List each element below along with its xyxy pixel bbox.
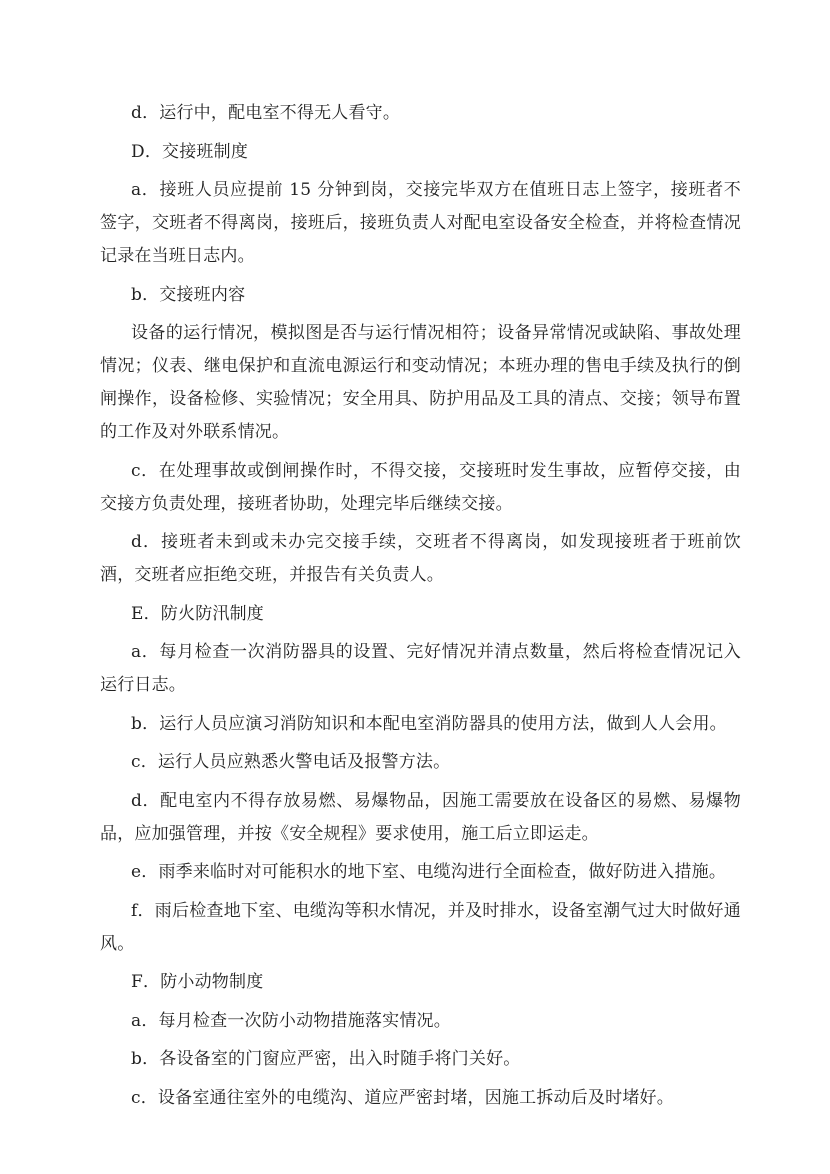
paragraph: a．每月检查一次消防器具的设置、完好情况并清点数量，然后将检查情况记入运行日志。 (100, 642, 741, 695)
paragraph: c．在处理事故或倒闸操作时，不得交接，交接班时发生事故，应暂停交接，由交接方负责处理，接班者协助，处理完毕后继续交接。 (100, 460, 741, 514)
paragraph: a．接班人员应提前 15 分钟到岗，交接完毕双方在值班日志上签字，接班者不签字，交班者不得离岗，接班后，接班负责人对配电室设备安全检查，并将检查情况记录在当班日志内。 (100, 180, 741, 266)
section-heading: F．防小动物制度 (131, 972, 264, 992)
paragraph: b．各设备室的门窗应严密，出入时随手将门关好。 (131, 1049, 521, 1069)
section-heading: D．交接班制度 (131, 141, 249, 162)
paragraph: e．雨季来临时对可能积水的地下室、电缆沟进行全面检查，做好防进入措施。 (131, 862, 727, 882)
paragraph: 设备的运行情况，模拟图是否与运行情况相符；设备异常情况或缺陷、事故处理情况；仪表、继电保护和直流电源运行和变动情况；本班办理的售电手续及执行的倒闸操作，设备检修、实验情况；安全用具、防护用品及工具的清点、交接；领导布置的工作及对外联系情况。 (100, 323, 741, 442)
paragraph: f．雨后检查地下室、电缆沟等积水情况，并及时排水，设备室潮气过大时做好通风。 (100, 900, 741, 954)
paragraph: c．运行人员应熟悉火警电话及报警方法。 (131, 752, 451, 772)
paragraph: d．接班者未到或未办完交接手续，交班者不得离岗，如发现接班者于班前饮酒，交班者应拒绝交班，并报告有关负责人。 (100, 532, 741, 585)
paragraph: c．设备室通往室外的电缆沟、道应严密封堵，因施工拆动后及时堵好。 (131, 1087, 674, 1108)
subheading: b．交接班内容 (131, 284, 246, 305)
section-heading: E．防火防汛制度 (131, 603, 265, 624)
paragraph: a．每月检查一次防小动物措施落实情况。 (131, 1010, 451, 1031)
paragraph: d．配电室内不得存放易燃、易爆物品，因施工需要放在设备区的易燃、易爆物品，应加强管理，并按《安全规程》要求使用，施工后立即运走。 (100, 790, 741, 844)
document-body (100, 97, 741, 1120)
paragraph: b．运行人员应演习消防知识和本配电室消防器具的使用方法，做到人人会用。 (131, 713, 727, 734)
paragraph: d．运行中，配电室不得无人看守。 (131, 103, 401, 123)
